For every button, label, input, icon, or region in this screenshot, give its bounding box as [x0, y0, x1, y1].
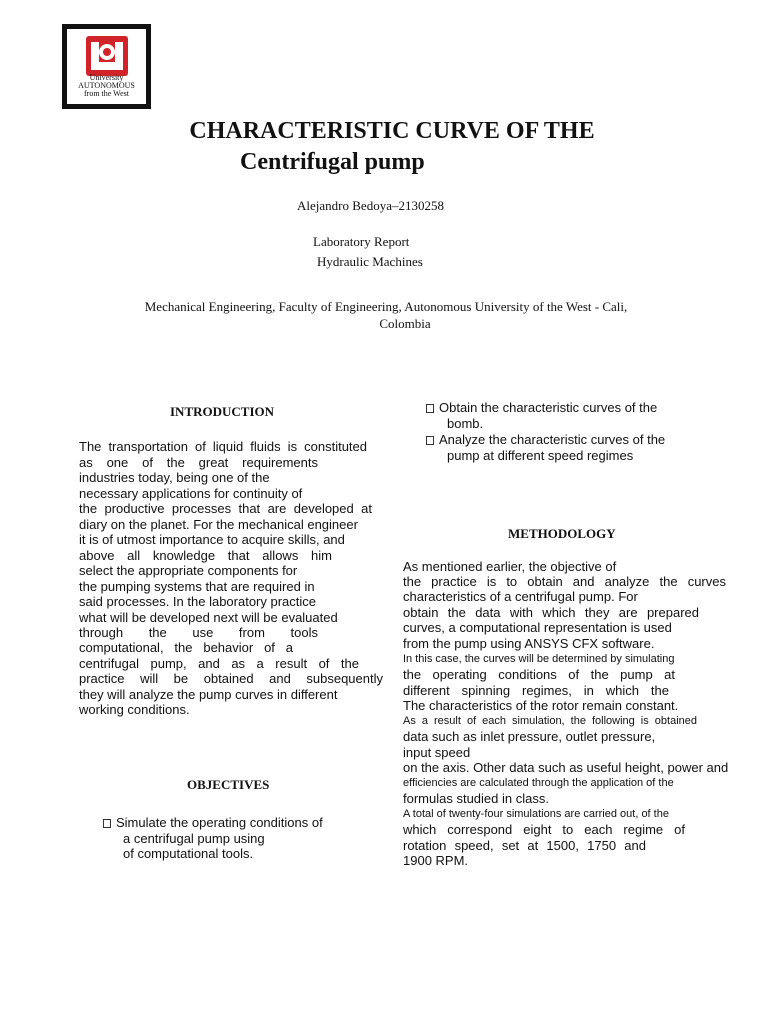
objective-text: a centrifugal pump using	[123, 831, 265, 846]
text-line: said processes. In the laboratory practice	[79, 594, 317, 609]
affiliation: Mechanical Engineering, Faculty of Engineering, Autonomous University of the West - Cali,	[144, 299, 628, 314]
report-type: Laboratory Report	[313, 234, 410, 249]
text-line: from the pump using ANSYS CFX software.	[403, 636, 655, 651]
text-line: necessary applications for continuity of	[79, 486, 303, 501]
text-line: the pumping systems that are required in	[79, 579, 315, 594]
text-line: obtain the data with which they are prepared	[403, 605, 699, 620]
objective-text: Obtain the characteristic curves of the	[439, 400, 658, 415]
text-line: centrifugal pump, and as a result of the	[79, 656, 359, 671]
objective-text: bomb.	[447, 416, 484, 431]
text-line: what will be developed next will be evaluated	[79, 610, 338, 625]
text-line: the productive processes that are developed at	[79, 501, 372, 516]
text-line: select the appropriate components for	[79, 563, 298, 578]
text-line: as one of the great requirements	[79, 455, 318, 470]
text-line: data such as inlet pressure, outlet pressure,	[403, 729, 656, 744]
text-line: rotation speed, set at 1500, 1750 and	[403, 838, 646, 853]
logo-caption	[67, 74, 146, 98]
text-line: characteristics of a centrifugal pump. For	[403, 589, 638, 604]
text-line: above all knowledge that allows him	[79, 548, 332, 563]
text-line: The transportation of liquid fluids is constituted	[79, 439, 367, 454]
objective-text: Simulate the operating conditions of	[116, 815, 323, 830]
text-line: 1900 RPM.	[403, 853, 469, 868]
document-subtitle: Centrifugal pump	[240, 149, 425, 175]
text-line: As mentioned earlier, the objective of	[403, 559, 617, 574]
text-line: different spinning regimes, in which the	[403, 683, 669, 698]
text-line: The characteristics of the rotor remain constant.	[403, 698, 679, 713]
text-line: which correspond eight to each regime of	[403, 822, 685, 837]
objectives-heading: OBJECTIVES	[187, 777, 270, 792]
introduction-heading: INTRODUCTION	[170, 404, 275, 419]
text-line: In this case, the curves will be determined by simulating	[403, 653, 675, 665]
objective-item	[426, 400, 657, 416]
methodology-heading: METHODOLOGY	[508, 526, 616, 541]
text-line: it is of utmost importance to acquire skills, and	[79, 532, 345, 547]
text-line: formulas studied in class.	[403, 791, 549, 806]
objective-text: pump at different speed regimes	[447, 448, 634, 463]
checkbox-bullet-icon	[103, 819, 111, 828]
text-line: A total of twenty-four simulations are carried out, of the	[403, 808, 669, 820]
objective-item	[426, 432, 665, 448]
objective-text: Analyze the characteristic curves of the	[439, 432, 666, 447]
university-seal-icon	[86, 36, 128, 76]
text-line: curves, a computational representation is used	[403, 620, 672, 635]
text-line: efficiencies are calculated through the application of the	[403, 777, 674, 789]
logo-caption-line: University	[89, 73, 124, 82]
logo-caption-line: AUTONOMOUS	[78, 81, 135, 90]
text-line: computational, the behavior of a	[79, 640, 293, 655]
objective-text: of computational tools.	[123, 846, 254, 861]
text-line: industries today, being one of the	[79, 470, 270, 485]
checkbox-bullet-icon	[426, 404, 434, 413]
text-line: diary on the planet. For the mechanical engineer	[79, 517, 358, 532]
text-line: input speed	[403, 745, 471, 760]
document-title: CHARACTERISTIC CURVE OF THE	[189, 118, 595, 144]
text-line: they will analyze the pump curves in different	[79, 687, 338, 702]
course-name: Hydraulic Machines	[317, 254, 423, 269]
text-line: working conditions.	[79, 702, 190, 717]
text-line: As a result of each simulation, the following is obtained	[403, 715, 697, 727]
text-line: on the axis. Other data such as useful height, power and	[403, 760, 729, 775]
university-logo	[62, 24, 151, 109]
text-line: the operating conditions of the pump at	[403, 667, 675, 682]
logo-caption-line: from the West	[84, 89, 129, 98]
checkbox-bullet-icon	[426, 436, 434, 445]
author: Alejandro Bedoya–2130258	[297, 198, 444, 213]
objective-item	[103, 815, 323, 831]
text-line: the practice is to obtain and analyze the curves	[403, 574, 726, 589]
text-line: practice will be obtained and subsequently	[79, 671, 383, 686]
text-line: through the use from tools	[79, 625, 318, 640]
affiliation-country: Colombia	[379, 316, 431, 331]
